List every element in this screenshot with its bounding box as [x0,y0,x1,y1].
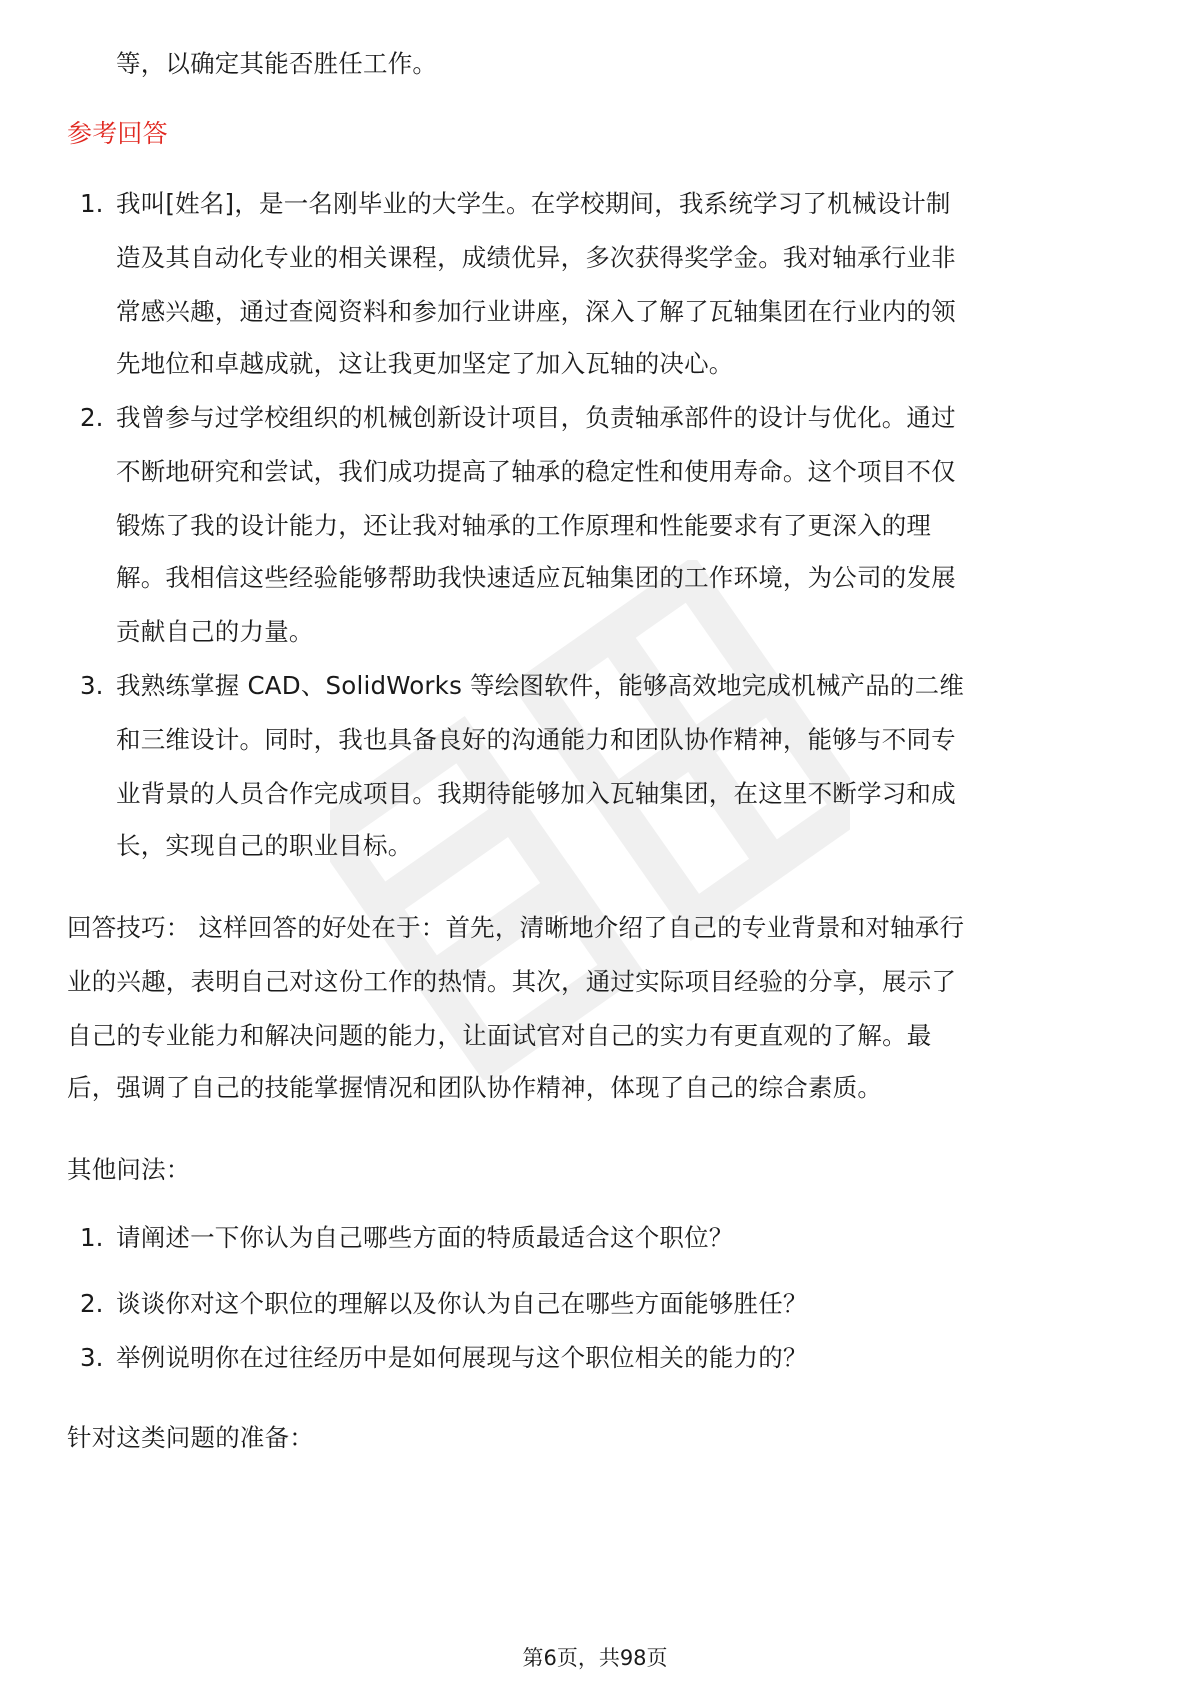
answer-number: 2. [80,403,104,432]
preparation-heading: 针对这类问题的准备： [67,1423,314,1452]
answer-line: 贡献自己的力量。 [116,617,314,646]
question-text: 请阐述一下你认为自己哪些方面的特质最适合这个职位？ [116,1223,734,1252]
answer-line: 我熟练掌握 CAD、SolidWorks 等绘图软件，能够高效地完成机械产品的二维 [116,671,965,700]
tips-line: 回答技巧： 这样回答的好处在于：首先，清晰地介绍了自己的专业背景和对轴承行 [67,913,965,942]
answer-line: 我叫[姓名]，是一名刚毕业的大学生。在学校期间，我系统学习了机械设计制 [116,189,951,218]
answer-line: 解。我相信这些经验能够帮助我快速适应瓦轴集团的工作环境，为公司的发展 [116,563,956,592]
reference-answer-heading: 参考回答 [67,119,168,148]
other-questions-heading: 其他问法： [67,1155,191,1184]
answer-line: 业背景的人员合作完成项目。我期待能够加入瓦轴集团，在这里不断学习和成 [116,779,956,808]
question-number: 2. [80,1289,104,1318]
answer-line: 常感兴趣，通过查阅资料和参加行业讲座，深入了解了瓦轴集团在行业内的领 [116,297,956,326]
continued-text-line: 等，以确定其能否胜任工作。 [116,49,438,78]
tips-line: 业的兴趣，表明自己对这份工作的热情。其次，通过实际项目经验的分享，展示了 [67,967,957,996]
tips-line: 自己的专业能力和解决问题的能力，让面试官对自己的实力有更直观的了解。最 [67,1021,932,1050]
page-footer: 第6页，共98页 [522,1646,668,1670]
tips-line: 后，强调了自己的技能掌握情况和团队协作精神，体现了自己的综合素质。 [67,1073,883,1102]
answer-line: 造及其自动化专业的相关课程，成绩优异，多次获得奖学金。我对轴承行业非 [116,243,956,272]
question-text: 谈谈你对这个职位的理解以及你认为自己在哪些方面能够胜任？ [116,1289,808,1318]
answer-line: 不断地研究和尝试，我们成功提高了轴承的稳定性和使用寿命。这个项目不仅 [116,457,956,486]
answer-line: 先地位和卓越成就，这让我更加坚定了加入瓦轴的决心。 [116,349,734,378]
watermark-graphic [330,560,850,1080]
question-number: 3. [80,1343,104,1372]
question-text: 举例说明你在过往经历中是如何展现与这个职位相关的能力的？ [116,1343,808,1372]
answer-line: 长，实现自己的职业目标。 [116,831,413,860]
answer-number: 3. [80,671,104,700]
answer-line: 锻炼了我的设计能力，还让我对轴承的工作原理和性能要求有了更深入的理 [116,511,932,540]
question-number: 1. [80,1223,104,1252]
answer-line: 和三维设计。同时，我也具备良好的沟通能力和团队协作精神，能够与不同专 [116,725,956,754]
answer-number: 1. [80,189,104,218]
answer-line: 我曾参与过学校组织的机械创新设计项目，负责轴承部件的设计与优化。通过 [116,403,956,432]
